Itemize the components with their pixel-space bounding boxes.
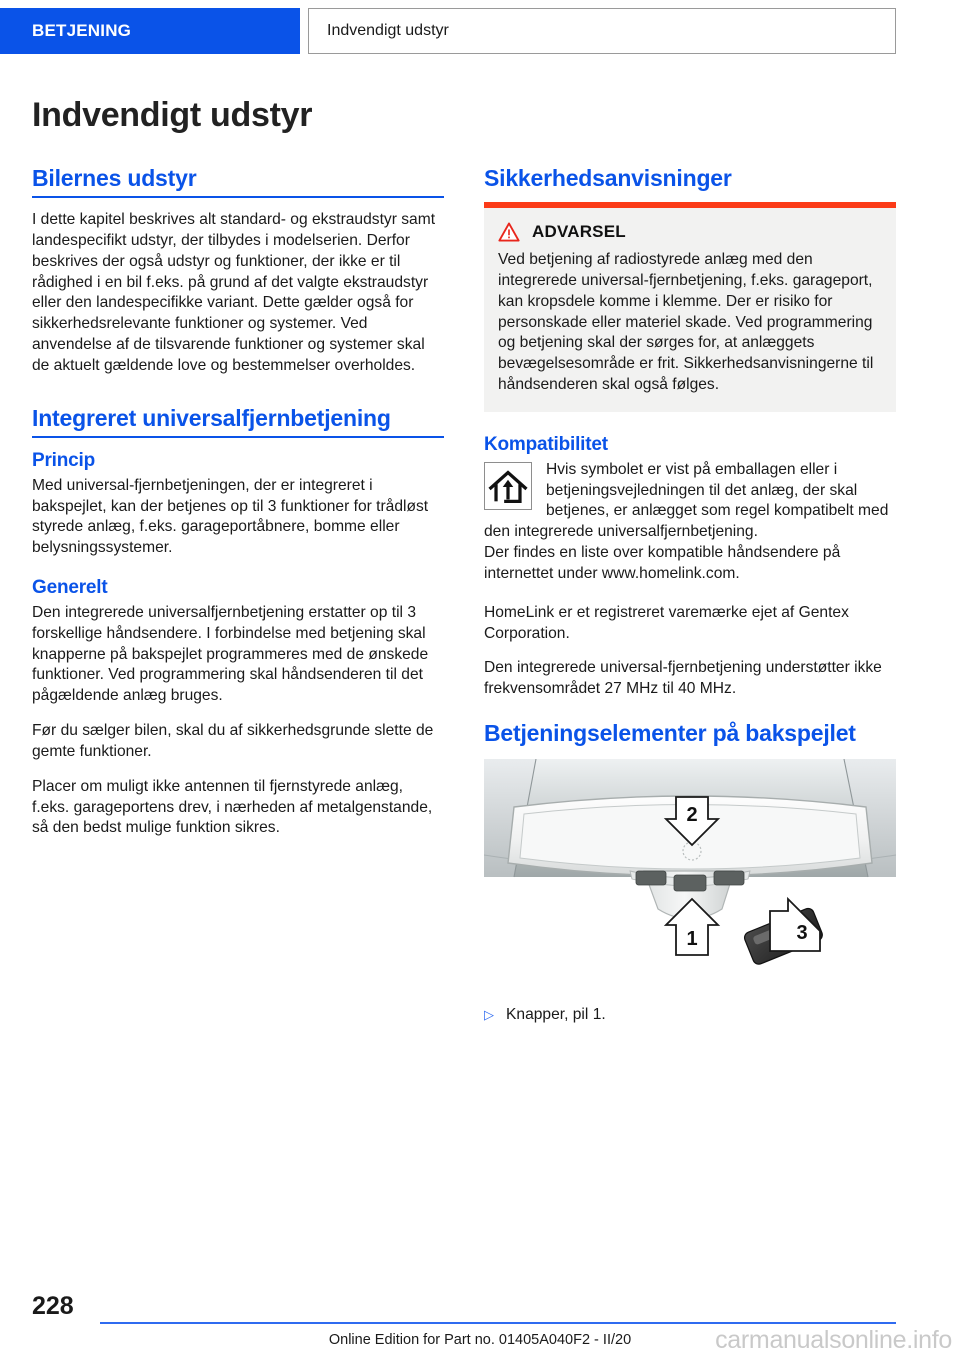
paragraph-kompatibilitet-1: Hvis symbolet er vist på emballagen eller i betjeningsvejledningen til det anlæg, der skal betjenes, er anlægget som regel kompatibelt med den integrerede universalfjernbetjening. — [484, 460, 889, 541]
kompatibilitet-block — [484, 460, 896, 543]
section-heading-betjeningselementer: Betjeningselementer på bakspejlet — [484, 719, 856, 746]
heading-rule — [32, 196, 444, 198]
page-number: 228 — [32, 1292, 74, 1320]
section-heading-integreret-universalfjernbetjening: Integreret universalfjernbetjening — [32, 404, 391, 431]
paragraph-generelt-1: Den integrerede universalfjernbetjening erstatter op til 3 forskellige håndsendere. I forbindelse med betjening skal knapperne på bakspejlet programmeres med de ønskede funktioner. Ved programmering skal håndsenderen til det pågældende anlæg bruges. — [32, 604, 429, 705]
svg-text:3: 3 — [796, 922, 808, 945]
site-watermark: carmanualsonline.info — [715, 1326, 952, 1354]
paragraph-princip: Med universal-fjernbetjeningen, der er integreret i bakspejlet, kan der betjenes op til 3 funktioner for trådløst styrede anlæg, f.eks. garageportåbnere, bomme eller belysningssystemer. — [32, 476, 429, 557]
figure-caption — [484, 1005, 896, 1026]
paragraph-kompatibilitet-3: HomeLink er et registreret varemærke ejet af Gentex Corporation. — [484, 603, 849, 642]
header-section-label: Indvendigt udstyr — [308, 8, 896, 54]
left-column — [32, 165, 444, 839]
page-footer — [0, 1284, 960, 1362]
warning-label: ADVARSEL — [532, 222, 626, 242]
page-header — [0, 8, 960, 54]
warning-text: Ved betjening af radiostyrede anlæg med den integrerede universal-fjernbetjening, f.eks. garageport, kan kropsdele komme i klemme. Der er risiko for personskade eller materiel skade. Ved programmering og betjening skal der sørges for, at anlæggets bevægelsesområde er frit. Sikkerhedsanvisningerne til håndsenderen skal også følges. — [498, 251, 874, 393]
page-title: Indvendigt udstyr — [32, 96, 313, 134]
homelink-house-arrow-icon — [484, 462, 532, 510]
paragraph-generelt-3: Placer om muligt ikke antennen til fjernstyrede anlæg, f.eks. garageportens drev, i nærheden af metalgenstande, så den bedst mulige funktion sikres. — [32, 777, 433, 837]
subheading-generelt: Generelt — [32, 577, 108, 598]
paragraph-kompatibilitet-2: Der findes en liste over kompatible håndsendere på internettet under www.homelink.com. — [484, 544, 841, 582]
svg-text:2: 2 — [686, 804, 698, 827]
paragraph-intro: I dette kapitel beskrives alt standard- og ekstraudstyr samt landespecifikt udstyr, der tilbydes i modelserien. Derfor beskrives der også udstyr og funktioner, der ikke er til rådighed i en bil f.eks. på grund af det valgte ekstraudstyr eller den landespecifikke variant. Dette gælder også for sikkerhedsrelevante funktioner og systemer. Ved anvendelse af de tilsvarende funktioner og systemer skal de aktuelt gældende love og bestemmelser overholdes. — [32, 211, 436, 374]
subheading-princip: Princip — [32, 449, 96, 471]
header-chapter-label: BETJENING — [0, 8, 300, 54]
paragraph-generelt-2: Før du sælger bilen, skal du af sikkerhedsgrunde slette de gemte funktioner. — [32, 722, 434, 760]
svg-text:1: 1 — [686, 928, 698, 951]
heading-rule — [32, 436, 444, 438]
right-column — [484, 165, 896, 1026]
section-heading-bilernes-udstyr: Bilernes udstyr — [32, 165, 197, 191]
footer-edition-text: Online Edition for Part no. 01405A040F2 - II/20 — [328, 1332, 632, 1348]
warning-box — [484, 202, 896, 412]
warning-triangle-icon — [498, 222, 520, 242]
warning-header — [498, 222, 882, 242]
paragraph-kompatibilitet-4: Den integrerede universal-fjernbetjening understøtter ikke frekvensområdet 27 MHz til 40 MHz. — [484, 659, 882, 698]
subheading-kompatibilitet: Kompatibilitet — [484, 433, 608, 455]
section-heading-sikkerhedsanvisninger: Sikkerhedsanvisninger — [484, 165, 732, 191]
footer-rule — [100, 1322, 896, 1324]
rearview-mirror-controls-illustration — [484, 759, 896, 991]
figure-caption-text: Knapper, pil 1. — [506, 1006, 606, 1024]
triangle-bullet-icon: ▷ — [484, 1007, 494, 1023]
